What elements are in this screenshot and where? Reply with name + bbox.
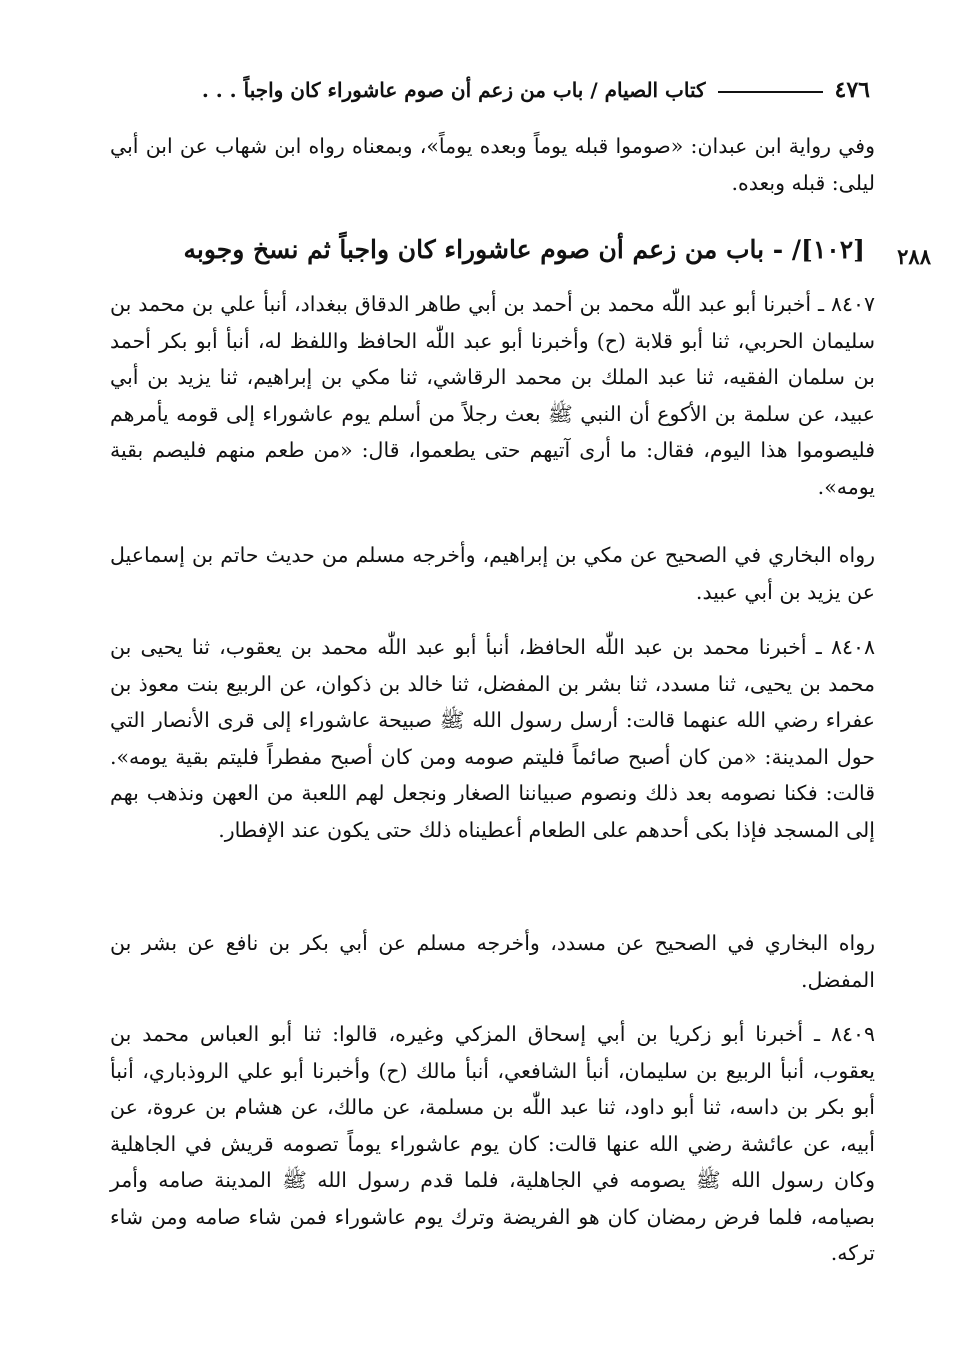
takhrij-8408-block — [110, 925, 875, 998]
hadith-8408-block — [110, 629, 875, 848]
running-title: كتاب الصيام / باب من زعم أن صوم عاشوراء كان واجباً . . . — [201, 78, 706, 102]
takhrij-8407-block — [110, 537, 875, 610]
hadith-paragraph: ٨٤٠٩ ـ أخبرنا أبو زكريا بن أبي إسحاق المزكي وغيره، قالوا: ثنا أبو العباس محمد بن يعقوب، أنبأ الربيع بن سليمان، أنبأ الشافعي، أنبأ مالك (ح) وأخبرنا أبو علي الروذباري، أنبأ أبو بكر بن داسه، ثنا أبو داود، ثنا عبد اللّٰه بن مسلمة، عن مالك، عن هشام بن عروة، عن أبيه، عن عائشة رضي الله عنها قالت: كان يوم عاشوراء يوماً تصومه قريش في الجاهلية وكان رسول الله ﷺ يصومه في الجاهلية، فلما قدم رسول الله ﷺ المدينة صامه وأمر بصيامه، فلما فرض رمضان كان هو الفريضة وترك يوم عاشوراء فمن شاء صامه ومن شاء تركه. — [110, 1022, 875, 1265]
page-number: ٤٧٦ — [834, 77, 870, 103]
intro-paragraph: وفي رواية ابن عبدان: «صوموا قبله يوماً وبعده يوماً»، وبمعناه رواه ابن شهاب عن ابن أبي ليلى: قبله وبعده. — [110, 134, 875, 195]
intro-block — [110, 128, 875, 201]
hadith-8407-block — [110, 286, 875, 505]
margin-number: ٢٨٨ — [897, 244, 931, 269]
hadith-8409-block — [110, 1016, 875, 1272]
header-rule — [718, 91, 823, 93]
hadith-paragraph: ٨٤٠٨ ـ أخبرنا محمد بن عبد اللّٰه الحافظ، أنبأ أبو عبد اللّٰه محمد بن يعقوب، ثنا يحيى بن محمد بن يحيى، ثنا مسدد، ثنا بشر بن المفضل، ثنا خالد بن ذكوان، عن الربيع بنت معوذ بن عفراء رضي الله عنهما قالت: أرسل رسول الله ﷺ صبيحة عاشوراء إلى قرى الأنصار التي حول المدينة: «من كان أصبح صائماً فليتم صومه ومن كان أصبح مفطراً فليتم بقية يومه». قالت: فكنا نصومه بعد ذلك ونصوم صبياننا الصغار ونجعل لهم اللعبة من العهن ونذهب بهم إلى المسجد فإذا بكى أحدهم على الطعام أعطيناه ذلك حتى يكون عند الإفطار. — [110, 635, 875, 842]
page-header — [110, 70, 870, 110]
takhrij-paragraph: رواه البخاري في الصحيح عن مكي بن إبراهيم، وأخرجه مسلم من حديث حاتم بن إسماعيل عن يزيد بن أبي عبيد. — [110, 543, 875, 604]
takhrij-paragraph: رواه البخاري في الصحيح عن مسدد، وأخرجه مسلم عن أبي بكر بن نافع عن بشر بن المفضل. — [110, 931, 875, 992]
hadith-paragraph: ٨٤٠٧ ـ أخبرنا أبو عبد اللّٰه محمد بن أحمد بن أبي طاهر الدقاق ببغداد، أنبأ علي بن محمد بن سليمان الحربي، ثنا أبو قلابة (ح) وأخبرنا أبو عبد اللّٰه الحافظ واللفظ له، أنبأ أبو بكر أحمد بن سلمان الفقيه، ثنا عبد الملك بن محمد الرقاشي، ثنا مكي بن إبراهيم، ثنا يزيد بن أبي عبيد، عن سلمة بن الأكوع أن النبي ﷺ بعث رجلاً من أسلم يوم عاشوراء إلى قومه يأمرهم فليصوموا هذا اليوم، فقال: ما أرى آتيهم حتى يطعموا، قال: «من طعم منهم فليصم بقية يومه». — [110, 292, 875, 499]
chapter-heading: [١٠٢]/ - باب من زعم أن صوم عاشوراء كان واجباً ثم نسخ وجوبه — [183, 235, 865, 264]
